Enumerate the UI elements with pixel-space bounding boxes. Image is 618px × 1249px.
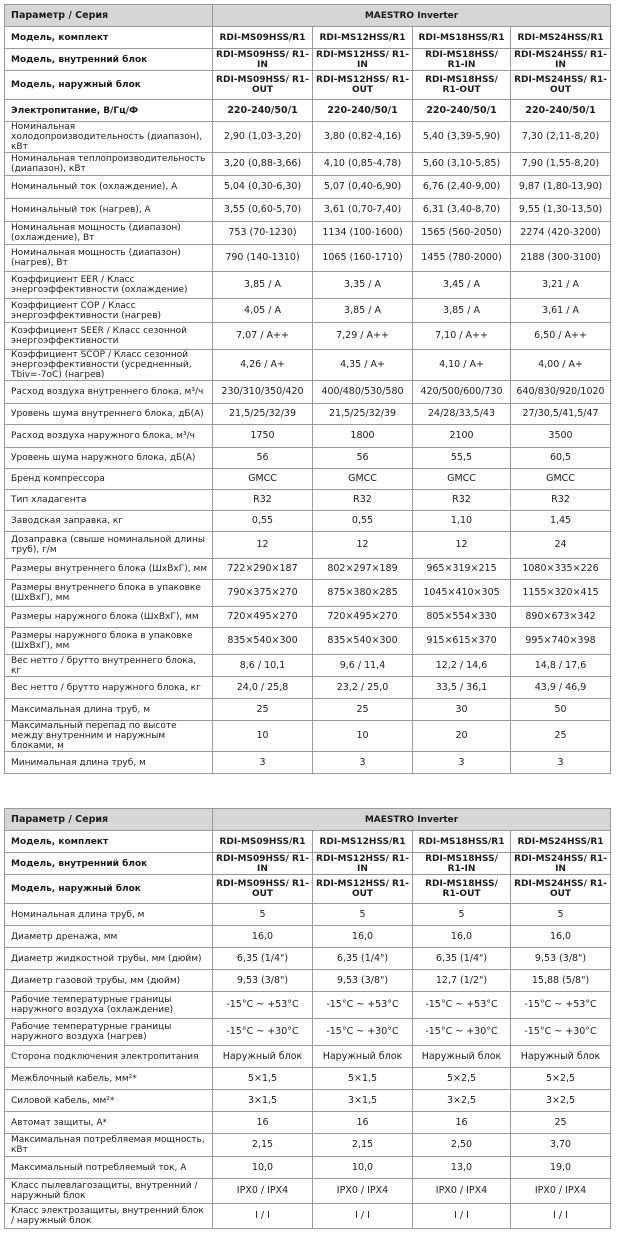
row-value-model-3: 16,0 <box>413 926 511 948</box>
row-value-model-3: RDI-MS18HSS/ R1-OUT <box>413 875 511 904</box>
row-value-model-4: 60,5 <box>511 448 611 469</box>
row-value-model-2: 9,53 (3/8") <box>313 970 413 992</box>
row-label: Размеры наружного блока в упаковке (ШхВхГ), мм <box>5 628 213 655</box>
row-label: Модель, внутренний блок <box>5 853 213 875</box>
row-value-model-1: 12 <box>213 532 313 559</box>
row-label: Рабочие температурные границы наружного воздуха (нагрев) <box>5 1019 213 1046</box>
table-row <box>5 926 611 948</box>
row-value-model-3: IPX0 / IPX4 <box>413 1179 511 1204</box>
row-value-model-1: GMCC <box>213 469 313 490</box>
row-value-model-3: 30 <box>413 699 511 721</box>
row-value-model-4: RDI-MS24HSS/R1 <box>511 27 611 49</box>
row-label: Модель, наружный блок <box>5 875 213 904</box>
row-value-model-3: -15°C ~ +30°C <box>413 1019 511 1046</box>
row-value-model-4: IPX0 / IPX4 <box>511 1179 611 1204</box>
table-header-row <box>5 5 611 27</box>
table-row <box>5 490 611 511</box>
row-value-model-1: 2,15 <box>213 1134 313 1157</box>
table-header-row <box>5 809 611 831</box>
row-label: Номинальная холодопроизводительность (диапазон), кВт <box>5 122 213 153</box>
row-value-model-3: GMCC <box>413 469 511 490</box>
row-value-model-4: 16,0 <box>511 926 611 948</box>
row-value-model-1: RDI-MS09HSS/R1 <box>213 831 313 853</box>
row-value-model-1: 5 <box>213 904 313 926</box>
row-value-model-4: 3500 <box>511 425 611 448</box>
row-value-model-3: 33,5 / 36,1 <box>413 677 511 699</box>
table-row <box>5 176 611 199</box>
row-value-model-3: RDI-MS18HSS/ R1-IN <box>413 853 511 875</box>
row-value-model-4: I / I <box>511 1204 611 1229</box>
row-value-model-3: RDI-MS18HSS/R1 <box>413 27 511 49</box>
row-value-model-4: 15,88 (5/8") <box>511 970 611 992</box>
row-value-model-1: 10 <box>213 721 313 752</box>
row-value-model-4: 50 <box>511 699 611 721</box>
row-value-model-4: 5 <box>511 904 611 926</box>
row-value-model-4: 19,0 <box>511 1157 611 1179</box>
row-label: Номинальный ток (нагрев), А <box>5 199 213 222</box>
row-value-model-2: 7,29 / A++ <box>313 323 413 350</box>
row-label: Уровень шума наружного блока, дБ(А) <box>5 448 213 469</box>
row-label: Диаметр жидкостной трубы, мм (дюйм) <box>5 948 213 970</box>
table-row <box>5 469 611 490</box>
row-value-model-2: 3 <box>313 752 413 774</box>
table-row <box>5 580 611 607</box>
row-value-model-2: RDI-MS12HSS/ R1-OUT <box>313 71 413 100</box>
row-value-model-1: 21,5/25/32/39 <box>213 404 313 425</box>
row-label: Автомат защиты, А* <box>5 1112 213 1134</box>
row-label: Дозаправка (свыше номинальной длины труб), г/м <box>5 532 213 559</box>
row-value-model-4: GMCC <box>511 469 611 490</box>
row-value-model-1: 722×290×187 <box>213 559 313 580</box>
row-value-model-1: Наружный блок <box>213 1046 313 1068</box>
table-row <box>5 404 611 425</box>
row-value-model-4: 220-240/50/1 <box>511 100 611 122</box>
row-label: Максимальный перепад по высоте между внутренним и наружным блоками, м <box>5 721 213 752</box>
row-value-model-2: RDI-MS12HSS/ R1-IN <box>313 853 413 875</box>
row-value-model-3: 6,76 (2,40-9,00) <box>413 176 511 199</box>
row-value-model-1: 5,04 (0,30-6,30) <box>213 176 313 199</box>
row-label: Максимальный потребляемый ток, А <box>5 1157 213 1179</box>
table-row <box>5 245 611 272</box>
row-label: Рабочие температурные границы наружного воздуха (охлаждение) <box>5 992 213 1019</box>
table-row <box>5 970 611 992</box>
row-value-model-2: 1800 <box>313 425 413 448</box>
row-value-model-3: 3 <box>413 752 511 774</box>
row-value-model-4: 995×740×398 <box>511 628 611 655</box>
row-label: Коэффициент SCOP / Класс сезонной энергоэффективности (усредненный, Tbiv=-7oC) (нагрев) <box>5 350 213 381</box>
row-value-model-4: 9,53 (3/8") <box>511 948 611 970</box>
row-label: Класс пылевлагозащиты, внутренний / наружный блок <box>5 1179 213 1204</box>
table-row <box>5 350 611 381</box>
header-series-name: MAESTRO Inverter <box>213 5 611 27</box>
header-series-name: MAESTRO Inverter <box>213 809 611 831</box>
row-value-model-2: 5 <box>313 904 413 926</box>
row-value-model-4: 6,50 / A++ <box>511 323 611 350</box>
row-value-model-4: RDI-MS24HSS/ R1-OUT <box>511 71 611 100</box>
spec-table-2 <box>4 808 611 1229</box>
row-value-model-3: 915×615×370 <box>413 628 511 655</box>
table-row <box>5 122 611 153</box>
row-value-model-4: R32 <box>511 490 611 511</box>
row-value-model-1: 25 <box>213 699 313 721</box>
row-value-model-2: RDI-MS12HSS/ R1-IN <box>313 49 413 71</box>
spec-table-2-body <box>5 809 611 1229</box>
row-value-model-3: 3,45 / A <box>413 272 511 299</box>
row-label: Коэффициент COP / Класс энергоэффективности (нагрев) <box>5 299 213 323</box>
row-value-model-1: 4,26 / A+ <box>213 350 313 381</box>
table-row <box>5 100 611 122</box>
row-value-model-2: 10 <box>313 721 413 752</box>
table-row <box>5 1068 611 1090</box>
row-value-model-2: 3,80 (0,82-4,16) <box>313 122 413 153</box>
row-value-model-4: 3,70 <box>511 1134 611 1157</box>
table-row <box>5 199 611 222</box>
row-value-model-4: -15°C ~ +30°C <box>511 1019 611 1046</box>
row-label: Номинальный ток (охлаждение), А <box>5 176 213 199</box>
row-label: Расход воздуха наружного блока, м³/ч <box>5 425 213 448</box>
row-value-model-2: 1065 (160-1710) <box>313 245 413 272</box>
row-value-model-4: 25 <box>511 721 611 752</box>
table-row <box>5 1134 611 1157</box>
table-row <box>5 628 611 655</box>
row-label: Заводская заправка, кг <box>5 511 213 532</box>
table-row <box>5 1157 611 1179</box>
row-value-model-3: -15°C ~ +53°C <box>413 992 511 1019</box>
row-value-model-3: 12,7 (1/2") <box>413 970 511 992</box>
row-label: Электропитание, В/Гц/Ф <box>5 100 213 122</box>
header-param-label: Параметр / Серия <box>5 5 213 27</box>
row-value-model-1: 4,05 / A <box>213 299 313 323</box>
row-value-model-2: 802×297×189 <box>313 559 413 580</box>
row-value-model-3: 3,85 / A <box>413 299 511 323</box>
row-value-model-4: RDI-MS24HSS/R1 <box>511 831 611 853</box>
row-value-model-2: 720×495×270 <box>313 607 413 628</box>
row-value-model-1: 790×375×270 <box>213 580 313 607</box>
row-value-model-1: IPX0 / IPX4 <box>213 1179 313 1204</box>
row-value-model-1: 1750 <box>213 425 313 448</box>
row-value-model-3: 1,10 <box>413 511 511 532</box>
row-value-model-2: 400/480/530/580 <box>313 381 413 404</box>
row-value-model-3: 12 <box>413 532 511 559</box>
table-row <box>5 299 611 323</box>
table-row <box>5 1204 611 1229</box>
row-value-model-3: 3×2,5 <box>413 1090 511 1112</box>
table-row <box>5 49 611 71</box>
row-value-model-2: 10,0 <box>313 1157 413 1179</box>
row-value-model-2: 3×1,5 <box>313 1090 413 1112</box>
row-value-model-2: 875×380×285 <box>313 580 413 607</box>
row-value-model-3: 16 <box>413 1112 511 1134</box>
row-value-model-3: 5,40 (3,39-5,90) <box>413 122 511 153</box>
row-value-model-4: 1155×320×415 <box>511 580 611 607</box>
row-value-model-4: 27/30,5/41,5/47 <box>511 404 611 425</box>
row-value-model-2: 220-240/50/1 <box>313 100 413 122</box>
table-row <box>5 323 611 350</box>
row-value-model-3: 4,10 / A+ <box>413 350 511 381</box>
row-value-model-1: RDI-MS09HSS/ R1-IN <box>213 853 313 875</box>
table-row <box>5 699 611 721</box>
table-row <box>5 721 611 752</box>
row-value-model-2: 9,6 / 11,4 <box>313 655 413 677</box>
row-label: Размеры внутреннего блока (ШхВхГ), мм <box>5 559 213 580</box>
table-row <box>5 1179 611 1204</box>
row-value-model-1: RDI-MS09HSS/ R1-OUT <box>213 71 313 100</box>
table-row <box>5 831 611 853</box>
row-value-model-1: 16,0 <box>213 926 313 948</box>
row-value-model-3: R32 <box>413 490 511 511</box>
row-value-model-4: 2274 (420-3200) <box>511 222 611 245</box>
row-label: Модель, комплект <box>5 831 213 853</box>
row-value-model-1: 16 <box>213 1112 313 1134</box>
row-value-model-2: 4,35 / A+ <box>313 350 413 381</box>
row-value-model-4: RDI-MS24HSS/ R1-IN <box>511 49 611 71</box>
row-label: Класс электрозащиты, внутренний блок / наружный блок <box>5 1204 213 1229</box>
row-value-model-4: 24 <box>511 532 611 559</box>
row-label: Сторона подключения электропитания <box>5 1046 213 1068</box>
table-row <box>5 992 611 1019</box>
row-value-model-2: 3,61 (0,70-7,40) <box>313 199 413 222</box>
row-value-model-4: 9,55 (1,30-13,50) <box>511 199 611 222</box>
row-value-model-2: 6,35 (1/4") <box>313 948 413 970</box>
row-value-model-1: R32 <box>213 490 313 511</box>
row-value-model-3: 805×554×330 <box>413 607 511 628</box>
row-value-model-4: 9,87 (1,80-13,90) <box>511 176 611 199</box>
row-value-model-1: 835×540×300 <box>213 628 313 655</box>
row-value-model-4: RDI-MS24HSS/ R1-IN <box>511 853 611 875</box>
row-label: Коэффициент SEER / Класс сезонной энергоэффективности <box>5 323 213 350</box>
row-value-model-1: 0,55 <box>213 511 313 532</box>
row-value-model-3: 6,35 (1/4") <box>413 948 511 970</box>
row-value-model-1: 9,53 (3/8") <box>213 970 313 992</box>
row-value-model-1: 2,90 (1,03-3,20) <box>213 122 313 153</box>
row-value-model-3: 5,60 (3,10-5,85) <box>413 153 511 176</box>
row-value-model-3: RDI-MS18HSS/ R1-OUT <box>413 71 511 100</box>
row-value-model-3: RDI-MS18HSS/ R1-IN <box>413 49 511 71</box>
table-row <box>5 1019 611 1046</box>
row-label: Расход воздуха внутреннего блока, м³/ч <box>5 381 213 404</box>
row-value-model-3: 1565 (560-2050) <box>413 222 511 245</box>
table-row <box>5 153 611 176</box>
table-row <box>5 272 611 299</box>
row-value-model-4: 3×2,5 <box>511 1090 611 1112</box>
row-value-model-1: 5×1,5 <box>213 1068 313 1090</box>
row-value-model-3: 220-240/50/1 <box>413 100 511 122</box>
row-value-model-2: R32 <box>313 490 413 511</box>
row-label: Модель, наружный блок <box>5 71 213 100</box>
row-value-model-4: 3,21 / A <box>511 272 611 299</box>
table-row <box>5 875 611 904</box>
row-value-model-3: 24/28/33,5/43 <box>413 404 511 425</box>
row-value-model-3: Наружный блок <box>413 1046 511 1068</box>
row-label: Диаметр газовой трубы, мм (дюйм) <box>5 970 213 992</box>
row-value-model-4: 7,30 (2,11-8,20) <box>511 122 611 153</box>
row-value-model-1: 24,0 / 25,8 <box>213 677 313 699</box>
row-value-model-4: 1,45 <box>511 511 611 532</box>
row-value-model-1: I / I <box>213 1204 313 1229</box>
table-row <box>5 853 611 875</box>
row-value-model-2: 56 <box>313 448 413 469</box>
table-row <box>5 27 611 49</box>
row-value-model-1: 790 (140-1310) <box>213 245 313 272</box>
row-value-model-2: -15°C ~ +53°C <box>313 992 413 1019</box>
table-row <box>5 425 611 448</box>
row-label: Межблочный кабель, мм²* <box>5 1068 213 1090</box>
row-label: Номинальная длина труб, м <box>5 904 213 926</box>
row-value-model-2: RDI-MS12HSS/ R1-OUT <box>313 875 413 904</box>
row-value-model-2: IPX0 / IPX4 <box>313 1179 413 1204</box>
row-value-model-4: 4,00 / A+ <box>511 350 611 381</box>
row-value-model-1: 220-240/50/1 <box>213 100 313 122</box>
row-label: Номинальная теплопроизводительность (диапазон), кВт <box>5 153 213 176</box>
table-row <box>5 607 611 628</box>
row-value-model-3: 5 <box>413 904 511 926</box>
row-value-model-1: -15°C ~ +30°C <box>213 1019 313 1046</box>
row-value-model-2: 23,2 / 25,0 <box>313 677 413 699</box>
row-value-model-2: 1134 (100-1600) <box>313 222 413 245</box>
row-value-model-1: RDI-MS09HSS/ R1-OUT <box>213 875 313 904</box>
row-label: Вес нетто / брутто наружного блока, кг <box>5 677 213 699</box>
row-label: Коэффициент EER / Класс энергоэффективности (охлаждение) <box>5 272 213 299</box>
row-value-model-4: 14,8 / 17,6 <box>511 655 611 677</box>
row-label: Диаметр дренажа, мм <box>5 926 213 948</box>
row-value-model-3: I / I <box>413 1204 511 1229</box>
row-value-model-1: 56 <box>213 448 313 469</box>
table-row <box>5 677 611 699</box>
row-value-model-2: 12 <box>313 532 413 559</box>
row-value-model-4: 25 <box>511 1112 611 1134</box>
row-label: Минимальная длина труб, м <box>5 752 213 774</box>
row-value-model-2: 5×1,5 <box>313 1068 413 1090</box>
table-row <box>5 948 611 970</box>
row-value-model-1: 3,85 / A <box>213 272 313 299</box>
row-value-model-4: 3 <box>511 752 611 774</box>
table-row <box>5 655 611 677</box>
row-value-model-1: 720×495×270 <box>213 607 313 628</box>
row-value-model-3: 12,2 / 14,6 <box>413 655 511 677</box>
table-row <box>5 1046 611 1068</box>
row-label: Силовой кабель, мм²* <box>5 1090 213 1112</box>
row-value-model-2: 16 <box>313 1112 413 1134</box>
row-value-model-3: RDI-MS18HSS/R1 <box>413 831 511 853</box>
row-value-model-2: Наружный блок <box>313 1046 413 1068</box>
row-value-model-1: 3,55 (0,60-5,70) <box>213 199 313 222</box>
row-value-model-4: 7,90 (1,55-8,20) <box>511 153 611 176</box>
row-value-model-1: 6,35 (1/4") <box>213 948 313 970</box>
row-value-model-4: 640/830/920/1020 <box>511 381 611 404</box>
row-value-model-1: 8,6 / 10,1 <box>213 655 313 677</box>
row-label: Номинальная мощность (диапазон) (охлаждение), Вт <box>5 222 213 245</box>
row-value-model-1: 753 (70-1230) <box>213 222 313 245</box>
row-value-model-3: 55,5 <box>413 448 511 469</box>
row-value-model-4: 2188 (300-3100) <box>511 245 611 272</box>
row-value-model-1: 3,20 (0,88-3,66) <box>213 153 313 176</box>
row-value-model-2: RDI-MS12HSS/R1 <box>313 831 413 853</box>
header-param-label: Параметр / Серия <box>5 809 213 831</box>
row-value-model-4: Наружный блок <box>511 1046 611 1068</box>
row-value-model-2: 21,5/25/32/39 <box>313 404 413 425</box>
row-label: Модель, комплект <box>5 27 213 49</box>
row-value-model-3: 2,50 <box>413 1134 511 1157</box>
row-value-model-2: 5,07 (0,40-6,90) <box>313 176 413 199</box>
row-label: Уровень шума внутреннего блока, дБ(А) <box>5 404 213 425</box>
row-value-model-4: 43,9 / 46,9 <box>511 677 611 699</box>
row-value-model-1: RDI-MS09HSS/ R1-IN <box>213 49 313 71</box>
row-value-model-3: 2100 <box>413 425 511 448</box>
row-value-model-2: 25 <box>313 699 413 721</box>
row-label: Модель, внутренний блок <box>5 49 213 71</box>
table-row <box>5 1090 611 1112</box>
row-value-model-1: 230/310/350/420 <box>213 381 313 404</box>
row-label: Размеры наружного блока (ШхВхГ), мм <box>5 607 213 628</box>
row-label: Номинальная мощность (диапазон) (нагрев), Вт <box>5 245 213 272</box>
row-value-model-3: 1455 (780-2000) <box>413 245 511 272</box>
table-row <box>5 752 611 774</box>
row-value-model-2: GMCC <box>313 469 413 490</box>
table-row <box>5 222 611 245</box>
table-row <box>5 448 611 469</box>
row-value-model-2: RDI-MS12HSS/R1 <box>313 27 413 49</box>
row-value-model-3: 13,0 <box>413 1157 511 1179</box>
row-value-model-4: RDI-MS24HSS/ R1-OUT <box>511 875 611 904</box>
table-row <box>5 1112 611 1134</box>
row-value-model-1: RDI-MS09HSS/R1 <box>213 27 313 49</box>
row-value-model-2: 0,55 <box>313 511 413 532</box>
row-value-model-1: 7,07 / A++ <box>213 323 313 350</box>
row-label: Тип хладагента <box>5 490 213 511</box>
table-row <box>5 71 611 100</box>
row-value-model-1: 3 <box>213 752 313 774</box>
row-label: Максимальная потребляемая мощность, кВт <box>5 1134 213 1157</box>
row-value-model-1: -15°C ~ +53°C <box>213 992 313 1019</box>
row-value-model-4: -15°C ~ +53°C <box>511 992 611 1019</box>
spec-table-1-body <box>5 5 611 774</box>
row-value-model-2: 2,15 <box>313 1134 413 1157</box>
table-row <box>5 381 611 404</box>
row-value-model-4: 890×673×342 <box>511 607 611 628</box>
row-value-model-1: 10,0 <box>213 1157 313 1179</box>
row-value-model-2: 3,35 / A <box>313 272 413 299</box>
row-value-model-3: 1045×410×305 <box>413 580 511 607</box>
spec-table-1 <box>4 4 611 774</box>
row-value-model-4: 5×2,5 <box>511 1068 611 1090</box>
row-value-model-4: 3,61 / A <box>511 299 611 323</box>
row-label: Вес нетто / брутто внутреннего блока, кг <box>5 655 213 677</box>
row-value-model-1: 3×1,5 <box>213 1090 313 1112</box>
row-label: Бренд компрессора <box>5 469 213 490</box>
row-value-model-3: 7,10 / A++ <box>413 323 511 350</box>
table-row <box>5 559 611 580</box>
row-value-model-4: 1080×335×226 <box>511 559 611 580</box>
row-label: Максимальная длина труб, м <box>5 699 213 721</box>
row-value-model-3: 6,31 (3,40-8,70) <box>413 199 511 222</box>
row-value-model-2: 3,85 / A <box>313 299 413 323</box>
row-value-model-2: 16,0 <box>313 926 413 948</box>
row-value-model-3: 5×2,5 <box>413 1068 511 1090</box>
row-label: Размеры внутреннего блока в упаковке (ШхВхГ), мм <box>5 580 213 607</box>
row-value-model-2: -15°C ~ +30°C <box>313 1019 413 1046</box>
row-value-model-3: 965×319×215 <box>413 559 511 580</box>
table-row <box>5 904 611 926</box>
row-value-model-2: 4,10 (0,85-4,78) <box>313 153 413 176</box>
row-value-model-3: 20 <box>413 721 511 752</box>
table-row <box>5 511 611 532</box>
row-value-model-2: I / I <box>313 1204 413 1229</box>
row-value-model-3: 420/500/600/730 <box>413 381 511 404</box>
row-value-model-2: 835×540×300 <box>313 628 413 655</box>
table-row <box>5 532 611 559</box>
